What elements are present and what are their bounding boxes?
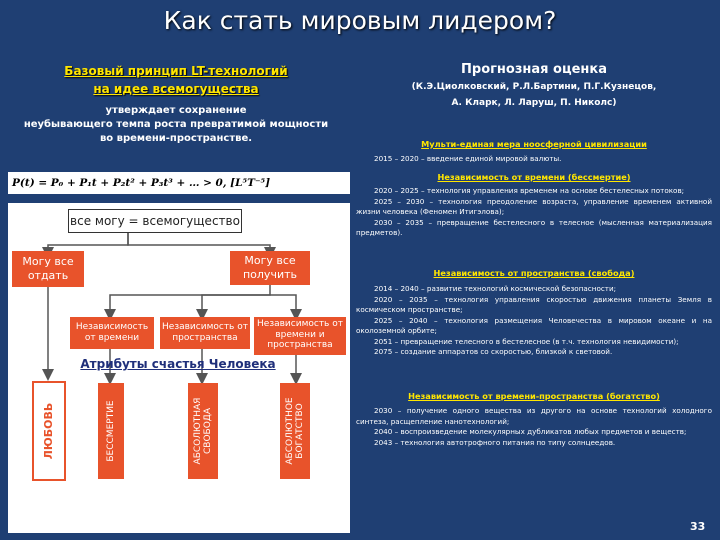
timespace-item: 2040 – воспроизведение молекулярных дубликатов любых предметов и веществ; — [374, 427, 687, 436]
space-item: 2014 – 2040 – развитие технологий космической безопасности; — [374, 284, 617, 293]
attributes-label: Атрибуты счастья Человека — [80, 357, 276, 371]
left-heading-line2: на идее всемогущества — [93, 82, 259, 96]
time-item: 2020 – 2025 – технология управления временем на основе бестелесных потоков; — [374, 186, 685, 195]
space-item: 2075 – создание аппаратов со скоростью, близкой к световой. — [374, 347, 613, 356]
column-wealth — [280, 383, 310, 479]
page-number: 33 — [690, 520, 706, 533]
receive-everything-box: Могу все получить — [230, 251, 310, 285]
space-independence-box: Независимость от пространства — [160, 317, 250, 349]
slide-title: Как стать мировым лидером? — [163, 6, 557, 35]
principle-line2: неубывающего темпа роста превратимой мощности — [23, 119, 329, 130]
time-item: 2025 – 2030 – технология преодоление возраста, управление временем активной жизни человека (Феномен Итигэлова); — [356, 196, 712, 216]
authors-line2: А. Кларк, Л. Ларуш, П. Николс) — [451, 98, 617, 108]
timespace-independence-box: Независимость от времени и пространства — [254, 317, 346, 355]
authors-line1: (К.Э.Циолковский, Р.Л.Бартини, П.Г.Кузнецов, — [411, 82, 657, 92]
column-immortality — [98, 383, 124, 479]
forecast-heading: Прогнозная оценка — [461, 62, 607, 77]
love-label: ЛЮБОВЬ — [42, 402, 55, 460]
timespace-item: 2030 – получение одного вещества из другого на основе технологий холодного синтеза, расщепление нанотехнологий; — [356, 406, 712, 426]
sub-space: Независимость от пространства (свобода) — [433, 268, 635, 278]
principle-line3: во времени-пространстве. — [99, 133, 253, 144]
happiness-diagram — [8, 203, 350, 533]
freedom-label: АБСОЛЮТНАЯ СВОБОДА — [193, 397, 213, 465]
wealth-label: АБСОЛЮТНОЕ БОГАТСТВО — [285, 397, 305, 465]
give-everything-box: Могу все отдать — [12, 251, 84, 287]
power-formula: P(t) = P₀ + P₁t + P₂t² + P₃t³ + … > 0, [L⁵T⁻⁵] — [8, 172, 350, 194]
omnipotence-label: все могу = всемогущество — [68, 209, 242, 233]
time-item: 2030 – 2035 – превращение бестелесного в телесное (мысленная материализация предметов). — [356, 217, 712, 237]
line-2015: 2015 – 2020 – введение единой мировой валюты. — [374, 154, 562, 163]
sub-time: Независимость от времени (бессмертие) — [437, 172, 631, 182]
left-principle-text — [4, 104, 348, 146]
space-items — [356, 284, 712, 358]
principle-line1: утверждает сохранение — [105, 105, 247, 116]
immortality-label: БЕССМЕРТИЕ — [106, 400, 116, 462]
left-heading-line1: Базовый принцип LT-технологий — [64, 64, 288, 78]
measure-heading: Мульти-единая мера ноосферной цивилизации — [421, 139, 647, 149]
column-love — [32, 381, 66, 481]
time-independence-box: Независимость от времени — [70, 317, 154, 349]
column-freedom — [188, 383, 218, 479]
space-item: 2025 – 2040 – технология размещения Человечества в мировом океане и на околоземной орбите; — [356, 315, 712, 335]
time-items — [356, 186, 712, 239]
timespace-item: 2043 – технология автотрофного питания по типу солнцеедов. — [374, 437, 616, 447]
space-item: 2020 – 2035 – технология управления скоростью движения планеты Земля в космическом пространстве; — [356, 294, 712, 314]
space-item: 2051 – превращение телесного в бестелесное (в т.ч. технология невидимости); — [374, 336, 679, 346]
sub-timespace: Независимость от времени-пространства (богатство) — [408, 391, 660, 401]
left-heading — [10, 62, 342, 98]
timespace-items — [356, 406, 712, 448]
